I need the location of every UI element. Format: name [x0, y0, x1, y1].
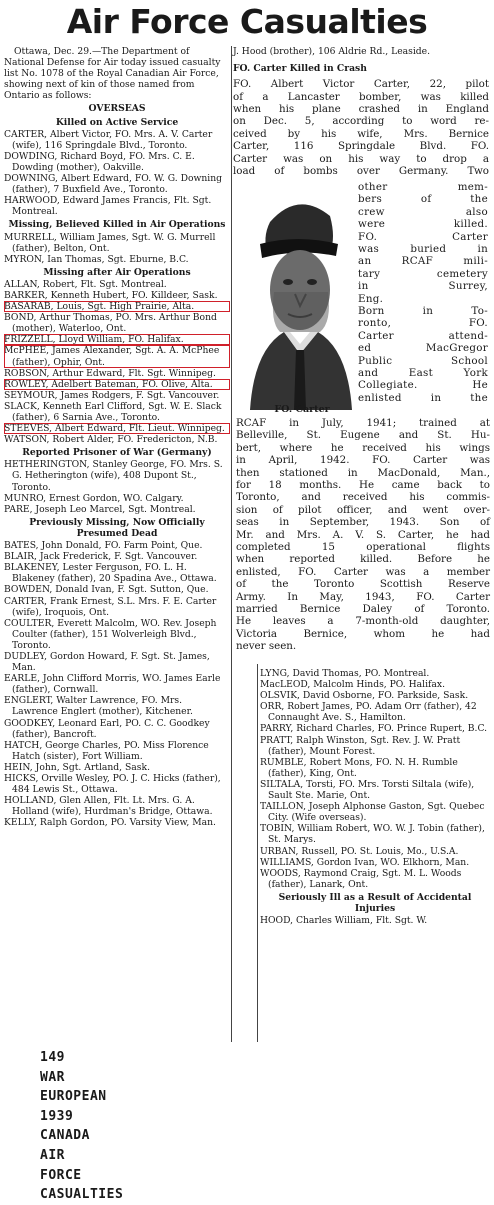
- story-line: completed 15 operational flights: [236, 541, 490, 553]
- stamp-line: FORCE: [40, 1167, 82, 1183]
- story-line: Victoria Bernice, whom he had: [236, 627, 490, 640]
- story-line: in Surrey,: [358, 280, 488, 293]
- story-line: FO. Albert Victor Carter, 22, pilot: [233, 78, 489, 91]
- casualty-entry: WILLIAMS, Gordon Ivan, WO. Elkhorn, Man.: [260, 856, 470, 868]
- missing-believed-list: [4, 232, 230, 265]
- casualty-entry: TAILLON, Joseph Alphonse Gaston, Sgt. Quebec City. (Wife overseas).: [260, 801, 485, 824]
- story-line: an RCAF mili-: [358, 255, 488, 268]
- casualty-entry: BOND, Arthur Thomas, PO. Mrs. Arthur Bond (mother), Waterloo, Ont.: [4, 312, 217, 335]
- casualty-entry: BLAKENEY, Lester Ferguson, FO. L. H. Blakeney (father), 20 Spadina Ave., Ottawa.: [4, 562, 217, 585]
- stamp-line: CASUALTIES: [40, 1187, 124, 1203]
- story-line: tary cemetery: [358, 267, 488, 280]
- casualty-entry: HOLLAND, Glen Allen, Flt. Lt. Mrs. G. A. Holland (wife), Hurdman's Bridge, Ottawa.: [4, 795, 213, 818]
- photo-caption: FO. Carter: [274, 404, 330, 415]
- portrait-photo: [240, 182, 356, 410]
- story-line: load of bombs over Germany. Two: [233, 165, 489, 178]
- story-line: and East York: [358, 367, 488, 379]
- casualty-entry: HEIN, John, Sgt. Artland, Sask.: [4, 761, 150, 773]
- casualty-entry: CARTER, Albert Victor, FO. Mrs. A. V. Carter (wife), 116 Springdale Blvd., Toronto.: [4, 128, 213, 151]
- prisoner-list: [4, 459, 230, 514]
- casualty-entry: BASARAB, Louis, Sgt. High Prairie, Alta.: [4, 301, 230, 312]
- story-line: enlisted, FO. Carter was a member: [236, 565, 490, 578]
- story-line: Toronto, and received his commis-: [236, 491, 490, 504]
- casualty-entry: MUNRO, Ernest Gordon, WO. Calgary.: [4, 492, 184, 504]
- story-line: Collegiate. He: [358, 379, 488, 392]
- casualty-list-column: [4, 46, 230, 828]
- presumed-dead-list: [4, 540, 230, 828]
- casualty-entry: SEYMOUR, James Rodgers, F. Sgt. Vancouver.: [4, 389, 220, 401]
- casualty-entry: ORR, Robert James, PO. Adam Orr (father), 42 Connaught Ave. S., Hamilton.: [260, 701, 477, 724]
- casualty-entry: KELLY, Ralph Gordon, PO. Varsity View, Man.: [4, 817, 216, 829]
- story-line: married Bernice Daley of Toronto.: [236, 603, 490, 615]
- casualty-entry: PARRY, Richard Charles, FO. Prince Rupert, B.C.: [260, 723, 488, 735]
- casualty-entry: HARWOOD, Edward James Francis, Flt. Sgt. Montreal.: [4, 195, 212, 218]
- casualty-entry: BATES, John Donald, FO. Farm Point, Que.: [4, 540, 203, 552]
- casualty-entry: BLAIR, Jack Frederick, F. Sgt. Vancouver.: [4, 551, 198, 563]
- section-heading-presumed-dead: Previously Missing, Now Officially Presumed Dead: [29, 516, 205, 539]
- casualty-entry: HATCH, George Charles, PO. Miss Florence Hatch (sister), Fort William.: [4, 739, 209, 762]
- story-line: RCAF in July, 1941; trained at: [236, 417, 490, 429]
- casualty-entry: MURRELL, William James, Sgt. W. G. Murrell (father), Belton, Ont.: [4, 231, 216, 254]
- story-line: Born in To-: [358, 305, 488, 317]
- story-line: He leaves a 7-month-old daughter,: [236, 615, 490, 628]
- section-heading-prisoner: Reported Prisoner of War (Germany): [22, 447, 212, 459]
- story-line: for 18 months. He came back to: [236, 479, 490, 491]
- story-line: other mem-: [358, 181, 488, 193]
- story-line: ed MacGregor: [358, 342, 488, 355]
- casualty-entry: MacLEOD, Malcolm Hinds, PO. Halifax.: [260, 679, 445, 691]
- casualty-entry: CARTER, Frank Ernest, S.L. Mrs. F. E. Carter (wife), Iroquois, Ont.: [4, 595, 217, 618]
- story-opening: [233, 78, 489, 177]
- story-line: was buried in: [358, 243, 488, 255]
- casualty-entry: ROWLEY, Adelbert Bateman, FO. Olive, Alta.: [4, 379, 230, 390]
- casualty-entry: GOODKEY, Leonard Earl, PO. C. C. Goodkey (father), Bancroft.: [4, 717, 210, 740]
- casualty-entry: TOBIN, William Robert, WO. W. J. Tobin (father), St. Marys.: [260, 823, 485, 846]
- stamp-line: 1939: [40, 1108, 74, 1124]
- story-line: sion of pilot officer, and went over-: [236, 503, 490, 516]
- story-line: of a Lancaster bomber, was killed: [233, 90, 489, 103]
- casualty-entry: BARKER, Kenneth Hubert, FO. Killdeer, Sask.: [4, 289, 218, 301]
- stamp-line: EUROPEAN: [40, 1089, 107, 1105]
- injured-entry: HOOD, Charles William, Flt. Sgt. W.: [260, 915, 428, 927]
- story-line: Army. In May, 1943, FO. Carter: [236, 590, 490, 603]
- continued-entry: J. Hood (brother), 106 Aldrie Rd., Leaside.: [233, 46, 431, 57]
- headline: Air Force Casualties: [66, 2, 428, 41]
- story-line: in April, 1942. FO. Carter was: [236, 454, 490, 467]
- stamp-line: CANADA: [40, 1128, 90, 1144]
- casualty-entry: COULTER, Everett Malcolm, WO. Rev. Joseph Coulter (father), 151 Wolverleigh Blvd., Toronto.: [4, 617, 217, 651]
- casualty-entry: LYNG, David Thomas, PO. Montreal.: [260, 668, 430, 679]
- story-line: Public School: [358, 354, 488, 367]
- casualty-entry: WATSON, Robert Alder, FO. Fredericton, N.B.: [4, 434, 218, 446]
- section-heading-missing: Missing after Air Operations: [43, 266, 191, 278]
- story-line: when reported killed. Before he: [236, 553, 490, 566]
- casualty-entry: RUMBLE, Robert Mons, FO. N. H. Rumble (father), King, Ont.: [260, 756, 458, 779]
- story-line: Carter attend-: [358, 329, 488, 342]
- story-line: bers of the: [358, 193, 488, 206]
- intro-paragraph: Ottawa, Dec. 29.—The Department of National Defense for Air today issued casualty list No. 1078 of the Royal Canadian Air Force, showing next of kin of those named from Ontario as follows:: [4, 46, 221, 102]
- casualty-entry: McPHEE, James Alexander, Sgt. A. A. McPhee (father), Ophir, Ont.: [4, 345, 230, 367]
- story-line: FO. Carter: [358, 230, 488, 243]
- section-heading-missing-believed: Missing, Believed Killed in Air Operations: [8, 219, 226, 231]
- casualty-entry: PRATT, Ralph Winston, Sgt. Rev. J. W. Pratt (father), Mount Forest.: [260, 734, 461, 757]
- section-heading-killed: Killed on Active Service: [55, 116, 179, 128]
- casualty-entry: DOWNING, Albert Edward, FO. W. G. Downing (father), 7 Buxfield Ave., Toronto.: [4, 173, 222, 196]
- story-line: Mr. and Mrs. A. V. S. Carter, he had: [236, 528, 490, 541]
- casualty-entry: ENGLERT, Walter Lawrence, FO. Mrs. Lawrence Englert (mother), Kitchener.: [4, 695, 193, 718]
- story-line: ronto, FO.: [358, 317, 488, 330]
- story-line: crew also: [358, 205, 488, 218]
- stamp-line: 149: [40, 1050, 65, 1065]
- story-line: bert, where he received his wings: [236, 441, 490, 454]
- casualty-entry: STEEVES, Albert Edward, Flt. Lieut. Winnipeg.: [4, 423, 230, 434]
- presumed-dead-list-continued: [260, 668, 490, 890]
- casualty-entry: ALLAN, Robert, Flt. Sgt. Montreal.: [4, 278, 167, 290]
- killed-list: [4, 129, 230, 218]
- story-headline: FO. Carter Killed in Crash: [233, 63, 367, 75]
- story-line: Carter, 116 Springdale Blvd. FO.: [233, 140, 489, 153]
- lower-column-divider: [257, 664, 258, 1042]
- story-column: [233, 46, 489, 177]
- story-line: Belleville, St. Eugene and St. Hu-: [236, 429, 490, 442]
- casualty-entry: PARE, Joseph Leo Marcel, Sgt. Montreal.: [4, 503, 196, 515]
- story-line: were killed.: [358, 218, 488, 231]
- casualty-entry: HETHERINGTON, Stanley George, FO. Mrs. S. G. Hetherington (wife), 408 Dupont St., Toronto.: [4, 459, 223, 493]
- casualty-entry: WOODS, Raymond Craig, Sgt. M. L. Woods (father), Lanark, Ont.: [260, 867, 462, 890]
- casualty-entry: SLACK, Kenneth Earl Clifford, Sgt. W. E. Slack (father), 6 Sarnia Ave., Toronto.: [4, 400, 222, 423]
- casualty-entry: URBAN, Russell, PO. St. Louis, Mo., U.S.A.: [260, 845, 459, 857]
- casualty-entry: ROBSON, Arthur Edward, Flt. Sgt. Winnipeg.: [4, 367, 216, 379]
- archive-stamp: [40, 1048, 123, 1205]
- story-line: never seen.: [236, 640, 297, 653]
- casualty-entry: FRIZZELL, Lloyd William, FO. Halifax.: [4, 334, 230, 345]
- story-line: on Dec. 5, according to word re-: [233, 115, 489, 128]
- casualty-entry: DUDLEY, Gordon Howard, F. Sgt. St. James, Man.: [4, 650, 210, 674]
- section-heading-injured: Seriously Ill as a Result of Accidental Injuries: [278, 891, 472, 914]
- lower-right-list: [260, 668, 490, 926]
- story-line: ceived by his wife, Mrs. Bernice: [233, 127, 489, 140]
- stamp-line: AIR: [40, 1147, 65, 1163]
- story-line: of the Toronto Scottish Reserve: [236, 578, 490, 591]
- story-line: when his plane crashed in England: [233, 103, 489, 115]
- story-line: Carter was on his way to drop a: [233, 152, 489, 165]
- story-line: seas in September, 1943. Son of: [236, 516, 490, 529]
- casualty-entry: DOWDING, Richard Boyd, FO. Mrs. C. E. Dowding (mother), Oakville.: [4, 150, 195, 173]
- casualty-entry: HICKS, Orville Wesley, PO. J. C. Hicks (father), 484 Lewis St., Ottawa.: [4, 773, 221, 796]
- casualty-entry: MYRON, Ian Thomas, Sgt. Eburne, B.C.: [4, 253, 189, 265]
- casualty-entry: EARLE, John Clifford Morris, WO. James Earle (father), Cornwall.: [4, 673, 221, 696]
- story-line: then stationed in MacDonald, Man.,: [236, 466, 490, 479]
- casualty-entry: BOWDEN, Donald Ivan, F. Sgt. Sutton, Que.: [4, 584, 209, 596]
- casualty-entry: OLSVIK, David Osborne, FO. Parkside, Sask.: [260, 690, 469, 702]
- casualty-entry: SILTALA, Torsti, FO. Mrs. Torsti Siltala (wife), Sault Ste. Marie, Ont.: [260, 778, 475, 802]
- story-line: Eng.: [358, 292, 384, 305]
- section-heading-overseas: OVERSEAS: [88, 103, 146, 115]
- column-divider: [231, 46, 232, 1042]
- missing-list: [4, 279, 230, 445]
- stamp-line: WAR: [40, 1069, 65, 1085]
- story-line: enlisted in the: [358, 391, 488, 404]
